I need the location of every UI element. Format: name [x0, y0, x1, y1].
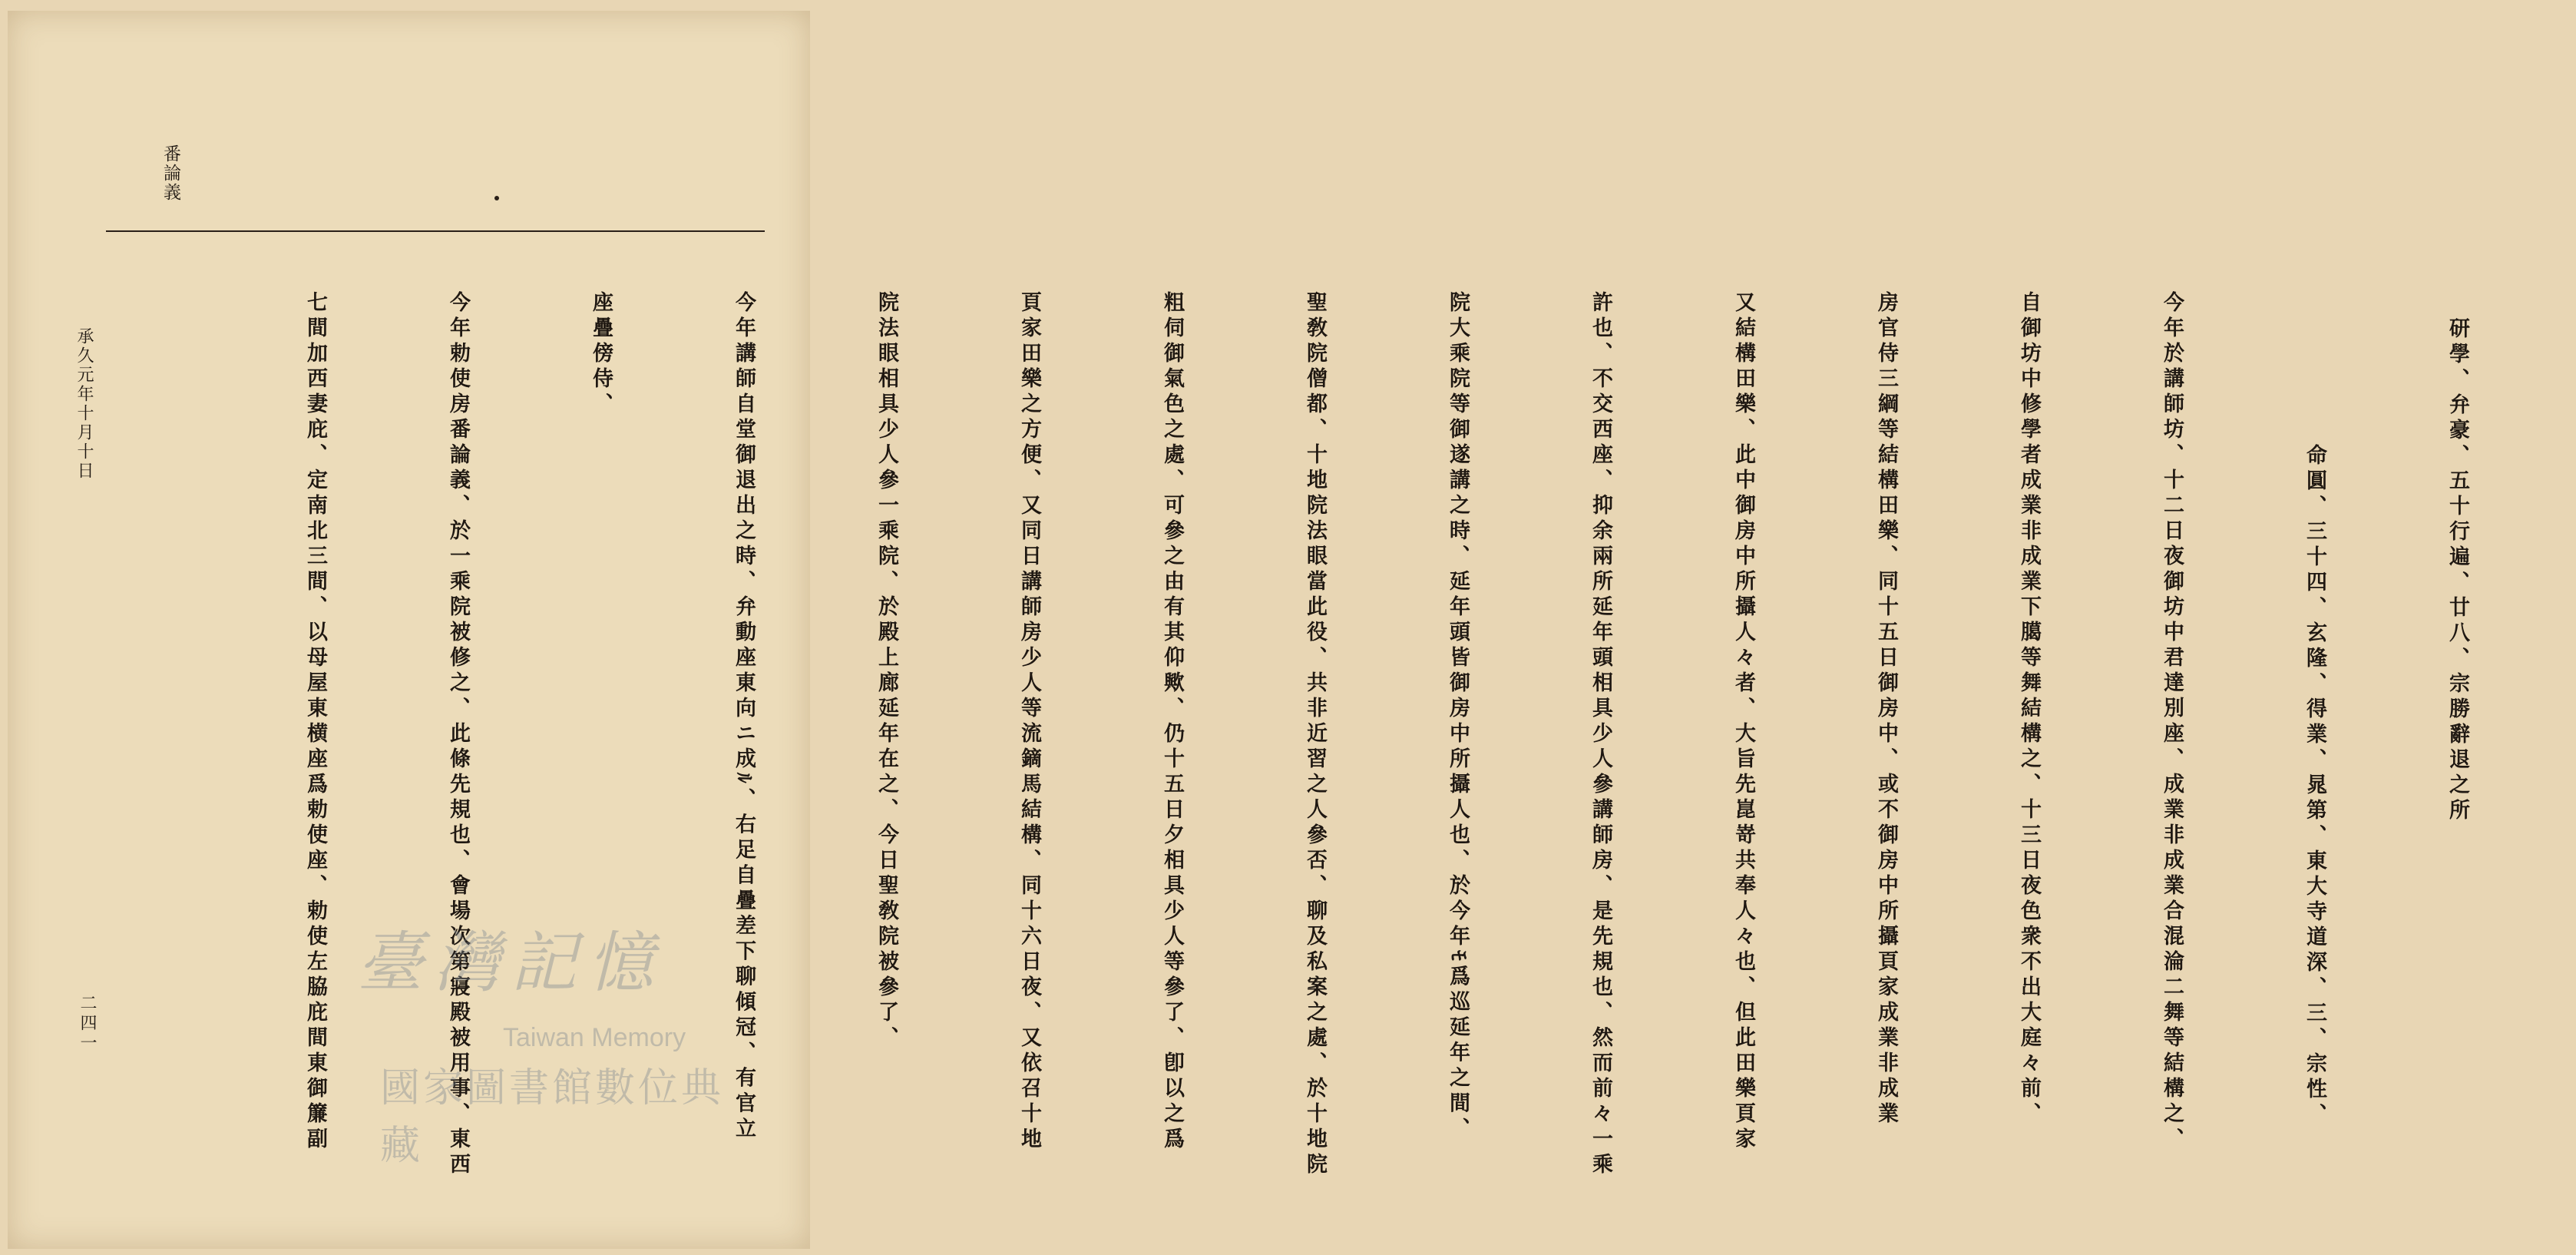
- text-column: 命圓、三十四、玄隆、得業、晁第、東大寺道深、三、宗性、: [2303, 317, 2326, 1128]
- book-page: [8, 11, 2469, 1249]
- watermark-main-text: 臺灣記憶: [357, 925, 664, 1002]
- text-column: 今年於講師坊、十二日夜御坊中君達別座、成業非成業合混淪二舞等結構之、: [2160, 291, 2184, 1153]
- text-column: 又結構田樂、此中御房中所攝人々者、大旨先崑嵜共奉人々也、但此田樂頁家: [1731, 291, 1755, 1153]
- watermark-sub-text: 國家圖書館數位典藏: [380, 1065, 725, 1169]
- running-header: 番論義: [160, 144, 180, 202]
- text-column: 今年講師自堂御退出之時、弁動座東向ニ成ﾙ、右足自疊差下聊傾冠、有官立: [732, 291, 756, 1143]
- text-column: 聖敎院僧都、十地院法眼當此役、共非近習之人參否、聊及私案之處、於十地院: [1303, 291, 1327, 1178]
- text-column: 今年勅使房番論義、於一乘院被修之、此條先規也、會場次第寢殿被用事、東西: [446, 291, 470, 1178]
- text-column: 研學、弁豪、五十行遍、廿八、宗勝辭退之所: [2445, 317, 2469, 824]
- text-column: 粗伺御氣色之處、可參之由有其仰歟、仍十五日夕相具少人等參了、卽以之爲: [1160, 291, 1184, 1153]
- text-column: 院法眼相具少人參一乘院、於殿上廊延年在之、今日聖敎院被參了、: [875, 291, 898, 1051]
- text-column: 自御坊中修學者成業非成業下臈等舞結構之、十三日夜色衆不出大庭々前、: [2017, 291, 2041, 1128]
- ink-dot: [494, 196, 499, 200]
- watermark-english-text: Taiwan Memory: [503, 1023, 686, 1052]
- library-watermark: [357, 909, 741, 1169]
- text-column: 頁家田樂之方便、又同日講師房少人等流鏑馬結構、同十六日夜、又依召十地: [1017, 291, 1041, 1153]
- text-column: 院大乘院等御遂講之時、延年頭皆御房中所攝人也、於今年ﾓ爲巡延年之間、: [1446, 291, 1470, 1143]
- text-column: 座疊傍侍、: [589, 291, 613, 418]
- text-column: 許也、不交西座、抑余兩所延年頭相具少人參講師房、是先規也、然而前々一乘: [1589, 291, 1612, 1178]
- header-rule: [106, 230, 765, 232]
- text-column: 七間加西妻庇、定南北三間、以母屋東横座爲勅使座、勅使左脇庇間東御簾副: [303, 291, 327, 1153]
- page-number: 二四一: [78, 994, 97, 1054]
- text-column: 房官侍三綱等結構田樂、同十五日御房中、或不御房中所攝頁家成業非成業: [1874, 291, 1898, 1128]
- document-date: 承久元年十月十日: [74, 327, 94, 481]
